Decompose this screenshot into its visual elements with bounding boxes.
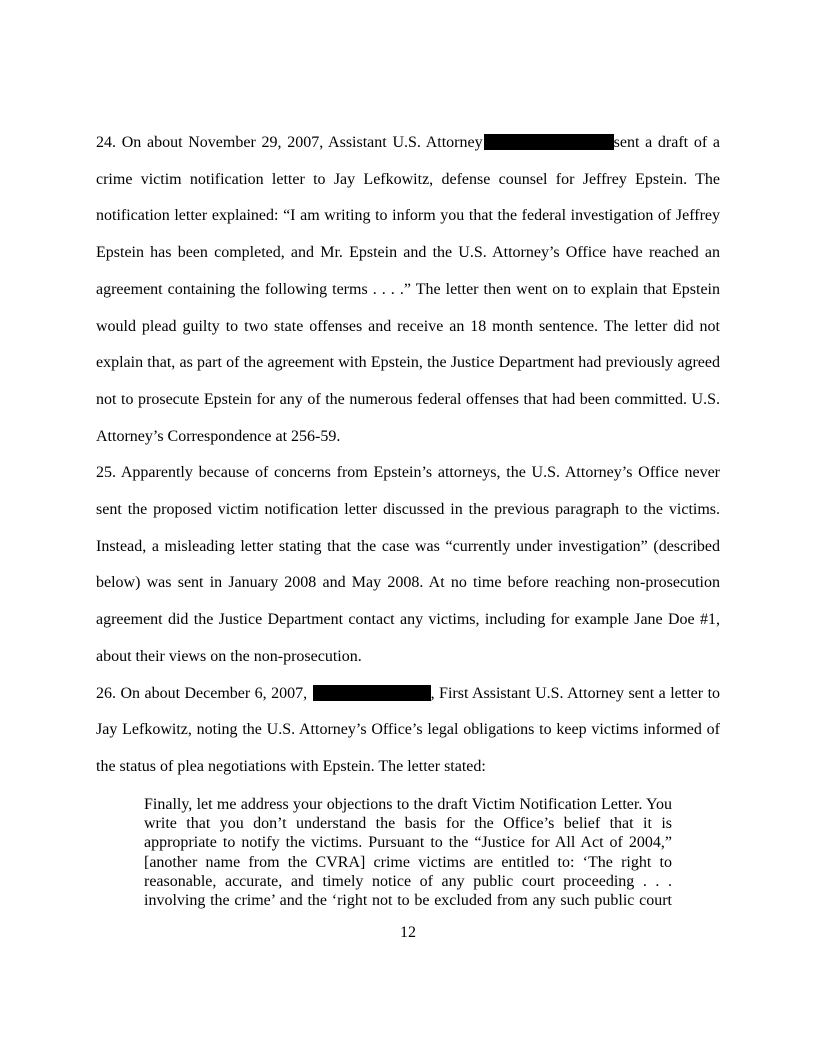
- redaction-bar-first-assistant-name: [313, 685, 431, 701]
- paragraph-24: [96, 125, 720, 455]
- redaction-bar-attorney-name: [484, 134, 614, 150]
- page-number: 12: [400, 924, 416, 941]
- block-quote: Finally, let me address your objections to the draft Victim Notification Letter. You write that you don’t understand the basis for the Office’s belief that it is appropriate to notify the victims. Pursuant to the “Justice for All Act of 2004,” [another name from the CVRA] crime victims are entitled to: ‘The right to reasonable, accurate, and timely notice of any public court proceeding . . . involving the crime’ and the ‘right not to be excluded from any such public court: [144, 796, 672, 910]
- paragraph-26-body: , First Assistant U.S. Attorney sent a letter to Jay Lefkowitz, noting the U.S. Attorney’s Office’s legal obligations to keep victims informed of the status of plea negotiations with Epstein. The letter stated:: [96, 684, 721, 775]
- paragraph-25: 25. Apparently because of concerns from Epstein’s attorneys, the U.S. Attorney’s Office never sent the proposed victim notification letter discussed in the previous paragraph to the victims. Instead, a misleading letter stating that the case was “currently under investigation” (described below) was sent in January 2008 and May 2008. At no time before reaching non-prosecution agreement did the Justice Department contact any victims, including for example Jane Doe #1, about their views on the non-prosecution.: [96, 464, 720, 665]
- paragraph-24-lead: 24. On about November 29, 2007, Assistant U.S. Attorney: [96, 134, 483, 151]
- paragraph-24-body: sent a draft of a crime victim notification letter to Jay Lefkowitz, defense counsel for Jeffrey Epstein. The notification letter explained: “I am writing to inform you that the federal investigation of Jeffrey Epstein has been completed, and Mr. Epstein and the U.S. Attorney’s Office have reached an agreement containing the following terms . . . .” The letter then went on to explain that Epstein would plead guilty to two state offenses and receive an 18 month sentence. The letter did not explain that, as part of the agreement with Epstein, the Justice Department had previously agreed not to prosecute Epstein for any of the numerous federal offenses that had been committed. U.S. Attorney’s Correspondence at 256-59.: [96, 134, 720, 445]
- body-text: [96, 125, 720, 786]
- paragraph-26: [96, 676, 720, 786]
- paragraph-26-lead: 26. On about December 6, 2007,: [96, 684, 308, 702]
